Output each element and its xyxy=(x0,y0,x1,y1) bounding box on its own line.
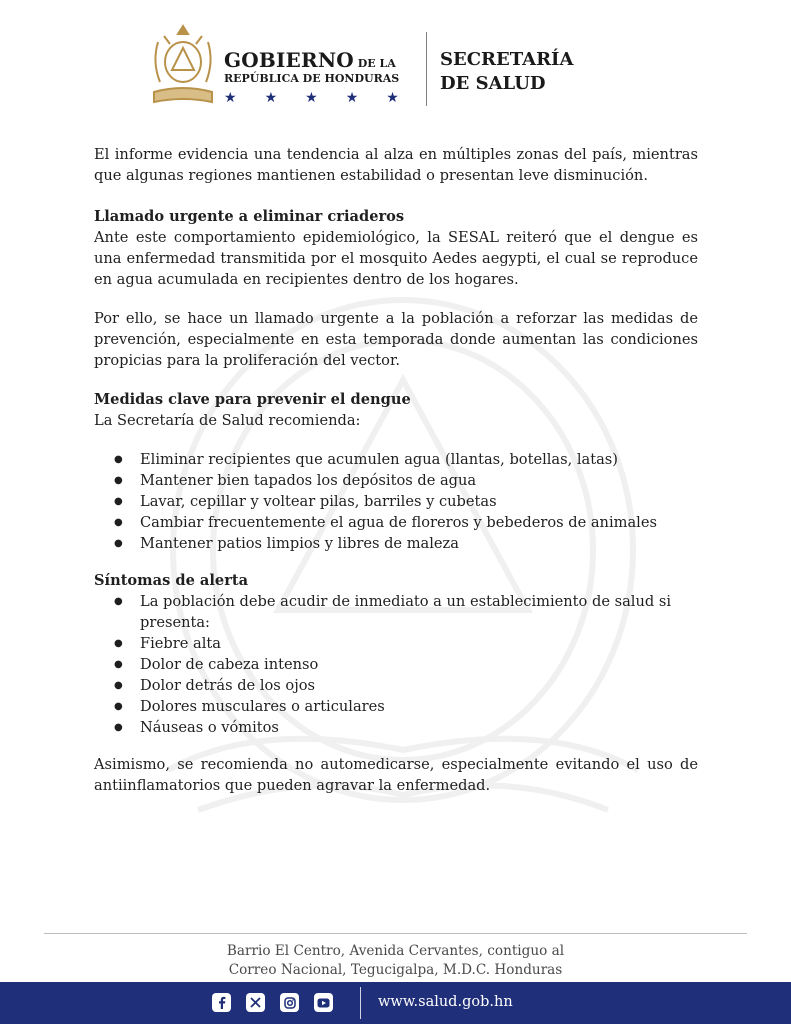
paragraph: Por ello, se hace un llamado urgente a la población a reforzar las medidas de prevención, especialmente en esta temporada donde aumentan las condiciones propicias para la proliferación del vector. xyxy=(94,310,698,369)
x-icon[interactable] xyxy=(246,993,265,1012)
list-item: ● La población debe acudir de inmediato a un establecimiento de salud si presenta: xyxy=(94,591,698,633)
section-heading: Síntomas de alerta xyxy=(94,572,249,589)
government-name xyxy=(224,48,399,105)
list-item: ● Mantener bien tapados los depósitos de agua xyxy=(94,470,698,491)
ministry-line-2: DE SALUD xyxy=(440,73,546,94)
closing-paragraph: Asimismo, se recomienda no automedicarse, especialmente evitando el uso de antiinflamatorios que pueden agravar la enfermedad. xyxy=(94,756,698,794)
star-icon: ★ xyxy=(305,90,318,106)
footer-bar-divider xyxy=(360,987,361,1019)
paragraph: Ante este comportamiento epidemiológico, la SESAL reiteró que el dengue es una enfermedad transmitida por el mosquito Aedes aegypti, el cual se reproduce en agua acumulada en recipientes dentro de los hogares. xyxy=(94,229,698,288)
paragraph: La Secretaría de Salud recomienda: xyxy=(94,412,361,429)
gov-title-small: DE LA xyxy=(353,57,396,70)
star-icon: ★ xyxy=(345,90,359,106)
gov-subtitle: REPÚBLICA DE HONDURAS xyxy=(224,72,400,85)
address-line-2: Correo Nacional, Tegucigalpa, M.D.C. Honduras xyxy=(228,962,563,978)
social-links xyxy=(212,993,333,1012)
list-item: ● Cambiar frecuentemente el agua de floreros y bebederos de animales xyxy=(94,512,698,533)
youtube-icon[interactable] xyxy=(314,993,333,1012)
list-item: ● Dolor de cabeza intenso xyxy=(94,654,698,675)
star-icon: ★ xyxy=(386,90,399,106)
document-body xyxy=(94,144,698,796)
star-icon: ★ xyxy=(264,90,278,106)
list-item: ● Dolores musculares o articulares xyxy=(94,696,698,717)
stars-row xyxy=(224,91,399,105)
ministry-line-1: SECRETARÍA xyxy=(440,49,574,70)
section-heading: Llamado urgente a eliminar criaderos xyxy=(94,208,405,225)
list-item: ● Mantener patios limpios y libres de maleza xyxy=(94,533,698,554)
header-divider xyxy=(426,32,427,106)
instagram-icon[interactable] xyxy=(280,993,299,1012)
footer-bar xyxy=(0,982,791,1024)
list-item: ● Fiebre alta xyxy=(94,633,698,654)
facebook-icon[interactable] xyxy=(212,993,231,1012)
prevention-list xyxy=(94,449,698,554)
list-item: ● Lavar, cepillar y voltear pilas, barriles y cubetas xyxy=(94,491,698,512)
footer-address xyxy=(0,942,791,980)
coat-of-arms-icon xyxy=(150,22,216,106)
website-link[interactable]: www.salud.gob.hn xyxy=(378,994,513,1010)
address-line-1: Barrio El Centro, Avenida Cervantes, contiguo al xyxy=(226,943,565,959)
star-icon: ★ xyxy=(224,90,237,106)
letterhead xyxy=(150,22,610,110)
gov-title: GOBIERNO xyxy=(224,48,354,72)
list-item: ● Náuseas o vómitos xyxy=(94,717,698,738)
list-item: ● Dolor detrás de los ojos xyxy=(94,675,698,696)
ministry-name xyxy=(440,48,573,96)
symptoms-list xyxy=(94,591,698,738)
footer-divider xyxy=(44,933,747,934)
intro-paragraph: El informe evidencia una tendencia al alza en múltiples zonas del país, mientras que algunas regiones mantienen estabilidad o presentan leve disminución. xyxy=(94,146,698,184)
section-heading: Medidas clave para prevenir el dengue xyxy=(94,391,411,408)
list-item: ● Eliminar recipientes que acumulen agua (llantas, botellas, latas) xyxy=(94,449,698,470)
